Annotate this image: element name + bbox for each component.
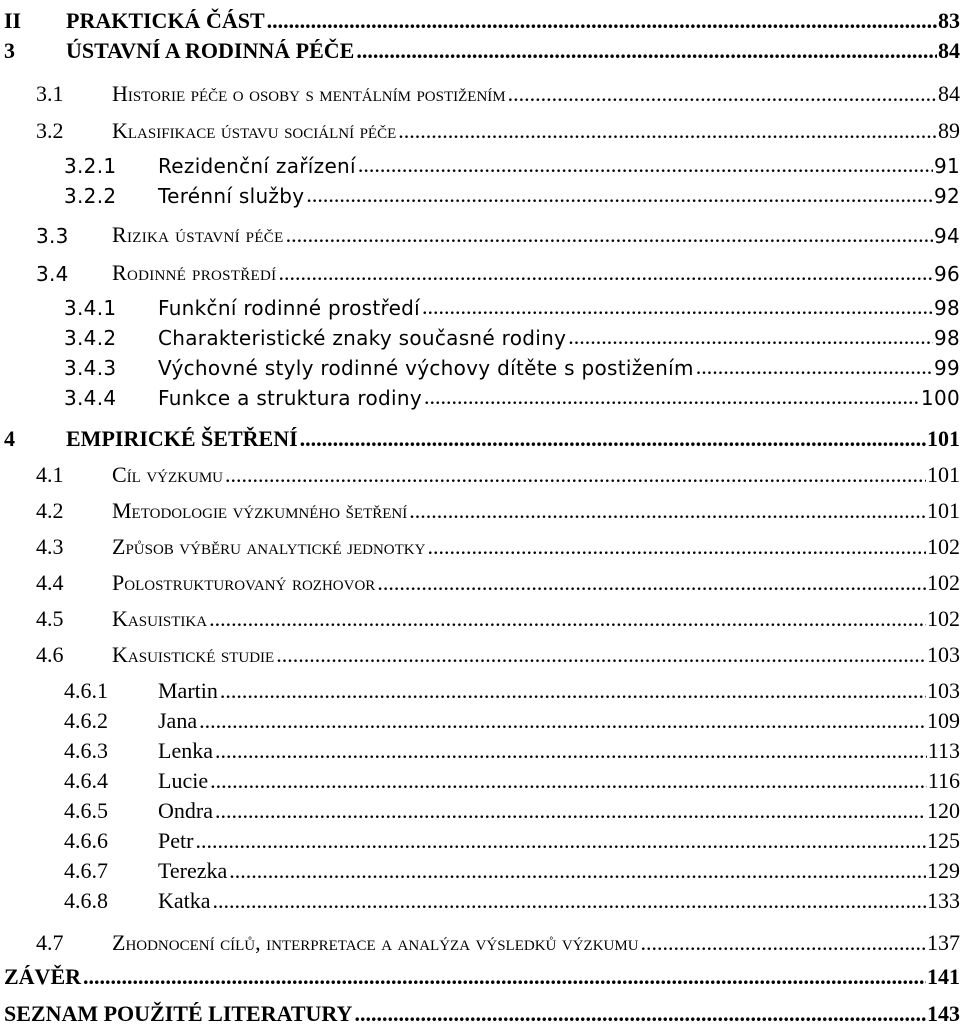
toc-dot-leader <box>354 1003 926 1025</box>
toc-dot-leader <box>229 860 926 882</box>
toc-entry-page-number: 120 <box>927 798 960 823</box>
toc-entry-title: Historie péče o osoby s mentálním postižením <box>112 81 506 106</box>
toc-entry-number: 3.4.3 <box>64 356 117 380</box>
toc-dot-leader <box>286 224 933 246</box>
toc-entry-title: Terénní služby <box>158 184 305 208</box>
toc-entry-page-number: 101 <box>927 426 960 451</box>
toc-dot-leader <box>276 644 926 666</box>
toc-entry-title: Terezka <box>158 858 228 883</box>
toc-entry[interactable] <box>0 75 960 105</box>
toc-entry-page-number: 98 <box>933 326 960 350</box>
toc-entry-page-number: 84 <box>938 81 960 106</box>
toc-entry-page-number: 101 <box>927 462 960 487</box>
toc-entry-number: 4.6.4 <box>64 768 108 793</box>
toc-dot-leader <box>424 386 920 408</box>
toc-entry[interactable] <box>0 492 960 522</box>
toc-entry[interactable] <box>0 216 960 246</box>
toc-entry[interactable] <box>0 146 960 176</box>
toc-entry-number: 4.6.8 <box>64 888 108 913</box>
toc-entry-title: ÚSTAVNÍ A RODINNÁ PÉČE <box>66 38 355 63</box>
toc-entry[interactable] <box>0 318 960 348</box>
toc-entry-number: 4.6.5 <box>64 798 108 823</box>
toc-entry-number: 4.1 <box>36 462 64 487</box>
toc-entry-title: PRAKTICKÁ ČÁST <box>66 8 265 33</box>
toc-entry[interactable] <box>0 564 960 594</box>
toc-entry-title: Petr <box>158 828 194 853</box>
toc-entry-title: Martin <box>158 678 218 703</box>
toc-entry-page-number: 83 <box>938 8 960 33</box>
toc-entry-page-number: 84 <box>938 38 960 63</box>
toc-entry-title: Zhodnocení cílů, interpretace a analýza výsledků výzkumu <box>112 930 639 955</box>
toc-entry[interactable] <box>0 792 960 822</box>
toc-dot-leader <box>508 83 937 105</box>
toc-entry-title: ZÁVĚR <box>4 964 82 989</box>
toc-entry-number: 4.6 <box>36 642 64 667</box>
toc-entry[interactable] <box>0 672 960 702</box>
toc-entry[interactable] <box>0 822 960 852</box>
toc-entry-number: 3.4.1 <box>64 296 117 320</box>
toc-entry-page-number: 133 <box>927 888 960 913</box>
toc-entry-title: Lenka <box>158 738 213 763</box>
toc-entry-page-number: 129 <box>927 858 960 883</box>
toc-entry[interactable] <box>0 924 960 954</box>
toc-entry-title: Rizika ústavní péče <box>112 222 284 247</box>
toc-entry-number: 3.4 <box>36 262 69 286</box>
toc-entry-title: Ondra <box>158 798 213 823</box>
toc-entry-page-number: 98 <box>933 296 960 320</box>
toc-dot-leader <box>422 296 933 318</box>
toc-entry[interactable] <box>0 32 960 62</box>
toc-dot-leader <box>696 356 933 378</box>
toc-entry[interactable] <box>0 176 960 206</box>
toc-entry-title: Lucie <box>158 768 209 793</box>
toc-entry-page-number: 103 <box>927 678 960 703</box>
toc-entry[interactable] <box>0 995 960 1025</box>
toc-entry-page-number: 100 <box>920 386 960 410</box>
toc-entry-number: 4.6.7 <box>64 858 108 883</box>
toc-entry-number: 4.2 <box>36 498 64 523</box>
toc-entry[interactable] <box>0 762 960 792</box>
toc-entry-number: 4.4 <box>36 570 64 595</box>
toc-dot-leader <box>209 608 926 630</box>
toc-entry-title: Polostrukturovaný rozhovor <box>112 570 376 595</box>
toc-entry-page-number: 102 <box>927 534 960 559</box>
toc-dot-leader <box>215 800 926 822</box>
toc-dot-leader <box>568 326 933 348</box>
toc-entry[interactable] <box>0 112 960 142</box>
toc-entry-number: 3.2.1 <box>64 154 117 178</box>
toc-entry[interactable] <box>0 702 960 732</box>
toc-dot-leader <box>213 890 926 912</box>
toc-entry[interactable] <box>0 958 960 988</box>
toc-entry-page-number: 143 <box>927 1001 960 1026</box>
toc-entry-title: Metodologie výzkumného šetření <box>112 498 408 523</box>
toc-entry-number: 4.6.1 <box>64 678 108 703</box>
toc-entry[interactable] <box>0 348 960 378</box>
toc-dot-leader <box>83 966 926 988</box>
toc-entry-number: 4.5 <box>36 606 64 631</box>
toc-dot-leader <box>398 120 937 142</box>
toc-entry-title: Výchovné styly rodinné výchovy dítěte s postižením <box>158 356 694 380</box>
toc-entry-title: Funkční rodinné prostředí <box>158 296 421 320</box>
toc-entry-title: Jana <box>158 708 198 733</box>
toc-entry-number: 4.6.6 <box>64 828 108 853</box>
toc-entry-title: SEZNAM POUŽITÉ LITERATURY <box>4 1001 353 1026</box>
toc-dot-leader <box>267 10 937 32</box>
toc-dot-leader <box>356 40 937 62</box>
toc-entry[interactable] <box>0 420 960 450</box>
toc-entry-page-number: 99 <box>933 356 960 380</box>
toc-entry-page-number: 94 <box>933 224 960 248</box>
toc-dot-leader <box>225 464 926 486</box>
toc-entry-title: Funkce a struktura rodiny <box>158 386 422 410</box>
toc-entry-page-number: 116 <box>927 768 960 793</box>
toc-entry[interactable] <box>0 852 960 882</box>
toc-entry-page-number: 89 <box>938 118 960 143</box>
toc-entry[interactable] <box>0 636 960 666</box>
toc-entry[interactable] <box>0 732 960 762</box>
toc-entry-number: 3.1 <box>36 81 64 106</box>
toc-entry-page-number: 96 <box>933 262 960 286</box>
toc-dot-leader <box>220 680 926 702</box>
toc-entry-title: Rodinné prostředí <box>112 260 277 285</box>
toc-entry-number: 4 <box>4 426 15 451</box>
toc-entry-title: Kasuistika <box>112 606 208 631</box>
toc-entry-number: 4.3 <box>36 534 64 559</box>
toc-entry-page-number: 103 <box>927 642 960 667</box>
toc-entry-title: Způsob výběru analytické jednotky <box>112 534 426 559</box>
toc-entry-number: 3.2.2 <box>64 184 117 208</box>
toc-entry[interactable] <box>0 528 960 558</box>
toc-entry-title: Rezidenční zařízení <box>158 154 356 178</box>
toc-dot-leader <box>300 428 926 450</box>
toc-dot-leader <box>409 500 926 522</box>
toc-dot-leader <box>306 184 933 206</box>
toc-dot-leader <box>427 536 926 558</box>
toc-entry-page-number: 91 <box>933 154 960 178</box>
toc-entry-page-number: 109 <box>927 708 960 733</box>
toc-entry-number: 3.4.4 <box>64 386 117 410</box>
toc-entry-title: Klasifikace ústavu sociální péče <box>112 118 397 143</box>
toc-dot-leader <box>215 740 927 762</box>
toc-entry[interactable] <box>0 378 960 408</box>
toc-entry-page-number: 101 <box>927 498 960 523</box>
toc-entry-page-number: 102 <box>927 570 960 595</box>
toc-entry[interactable] <box>0 2 960 32</box>
toc-entry-page-number: 137 <box>927 930 960 955</box>
toc-entry[interactable] <box>0 456 960 486</box>
toc-entry-page-number: 125 <box>927 828 960 853</box>
toc-entry-number: 4.6.2 <box>64 708 108 733</box>
toc-entry-page-number: 102 <box>927 606 960 631</box>
toc-entry-title: Charakteristické znaky současné rodiny <box>158 326 567 350</box>
toc-dot-leader <box>278 262 932 284</box>
toc-entry-page-number: 141 <box>927 964 960 989</box>
toc-entry-number: 3 <box>4 38 15 63</box>
toc-entry-number: 3.2 <box>36 118 64 143</box>
toc-dot-leader <box>358 154 933 176</box>
toc-entry-number: 3.4.2 <box>64 326 117 350</box>
toc-entry-number: 4.7 <box>36 930 64 955</box>
toc-entry-page-number: 113 <box>927 738 960 763</box>
toc-entry[interactable] <box>0 600 960 630</box>
toc-entry-title: EMPIRICKÉ ŠETŘENÍ <box>66 426 298 451</box>
toc-dot-leader <box>199 710 926 732</box>
toc-entry-title: Cíl výzkumu <box>112 462 223 487</box>
toc-entry-title: Kasuistické studie <box>112 642 275 667</box>
toc-entry[interactable] <box>0 254 960 284</box>
toc-dot-leader <box>377 572 926 594</box>
toc-dot-leader <box>195 830 926 852</box>
toc-dot-leader <box>641 932 926 954</box>
toc-entry-title: Katka <box>158 888 211 913</box>
toc-dot-leader <box>210 770 927 792</box>
toc-entry-number: 4.6.3 <box>64 738 108 763</box>
toc-entry-page-number: 92 <box>933 184 960 208</box>
toc-entry-number: II <box>4 8 22 33</box>
toc-entry[interactable] <box>0 882 960 912</box>
toc-entry-number: 3.3 <box>36 224 69 248</box>
toc-entry[interactable] <box>0 288 960 318</box>
